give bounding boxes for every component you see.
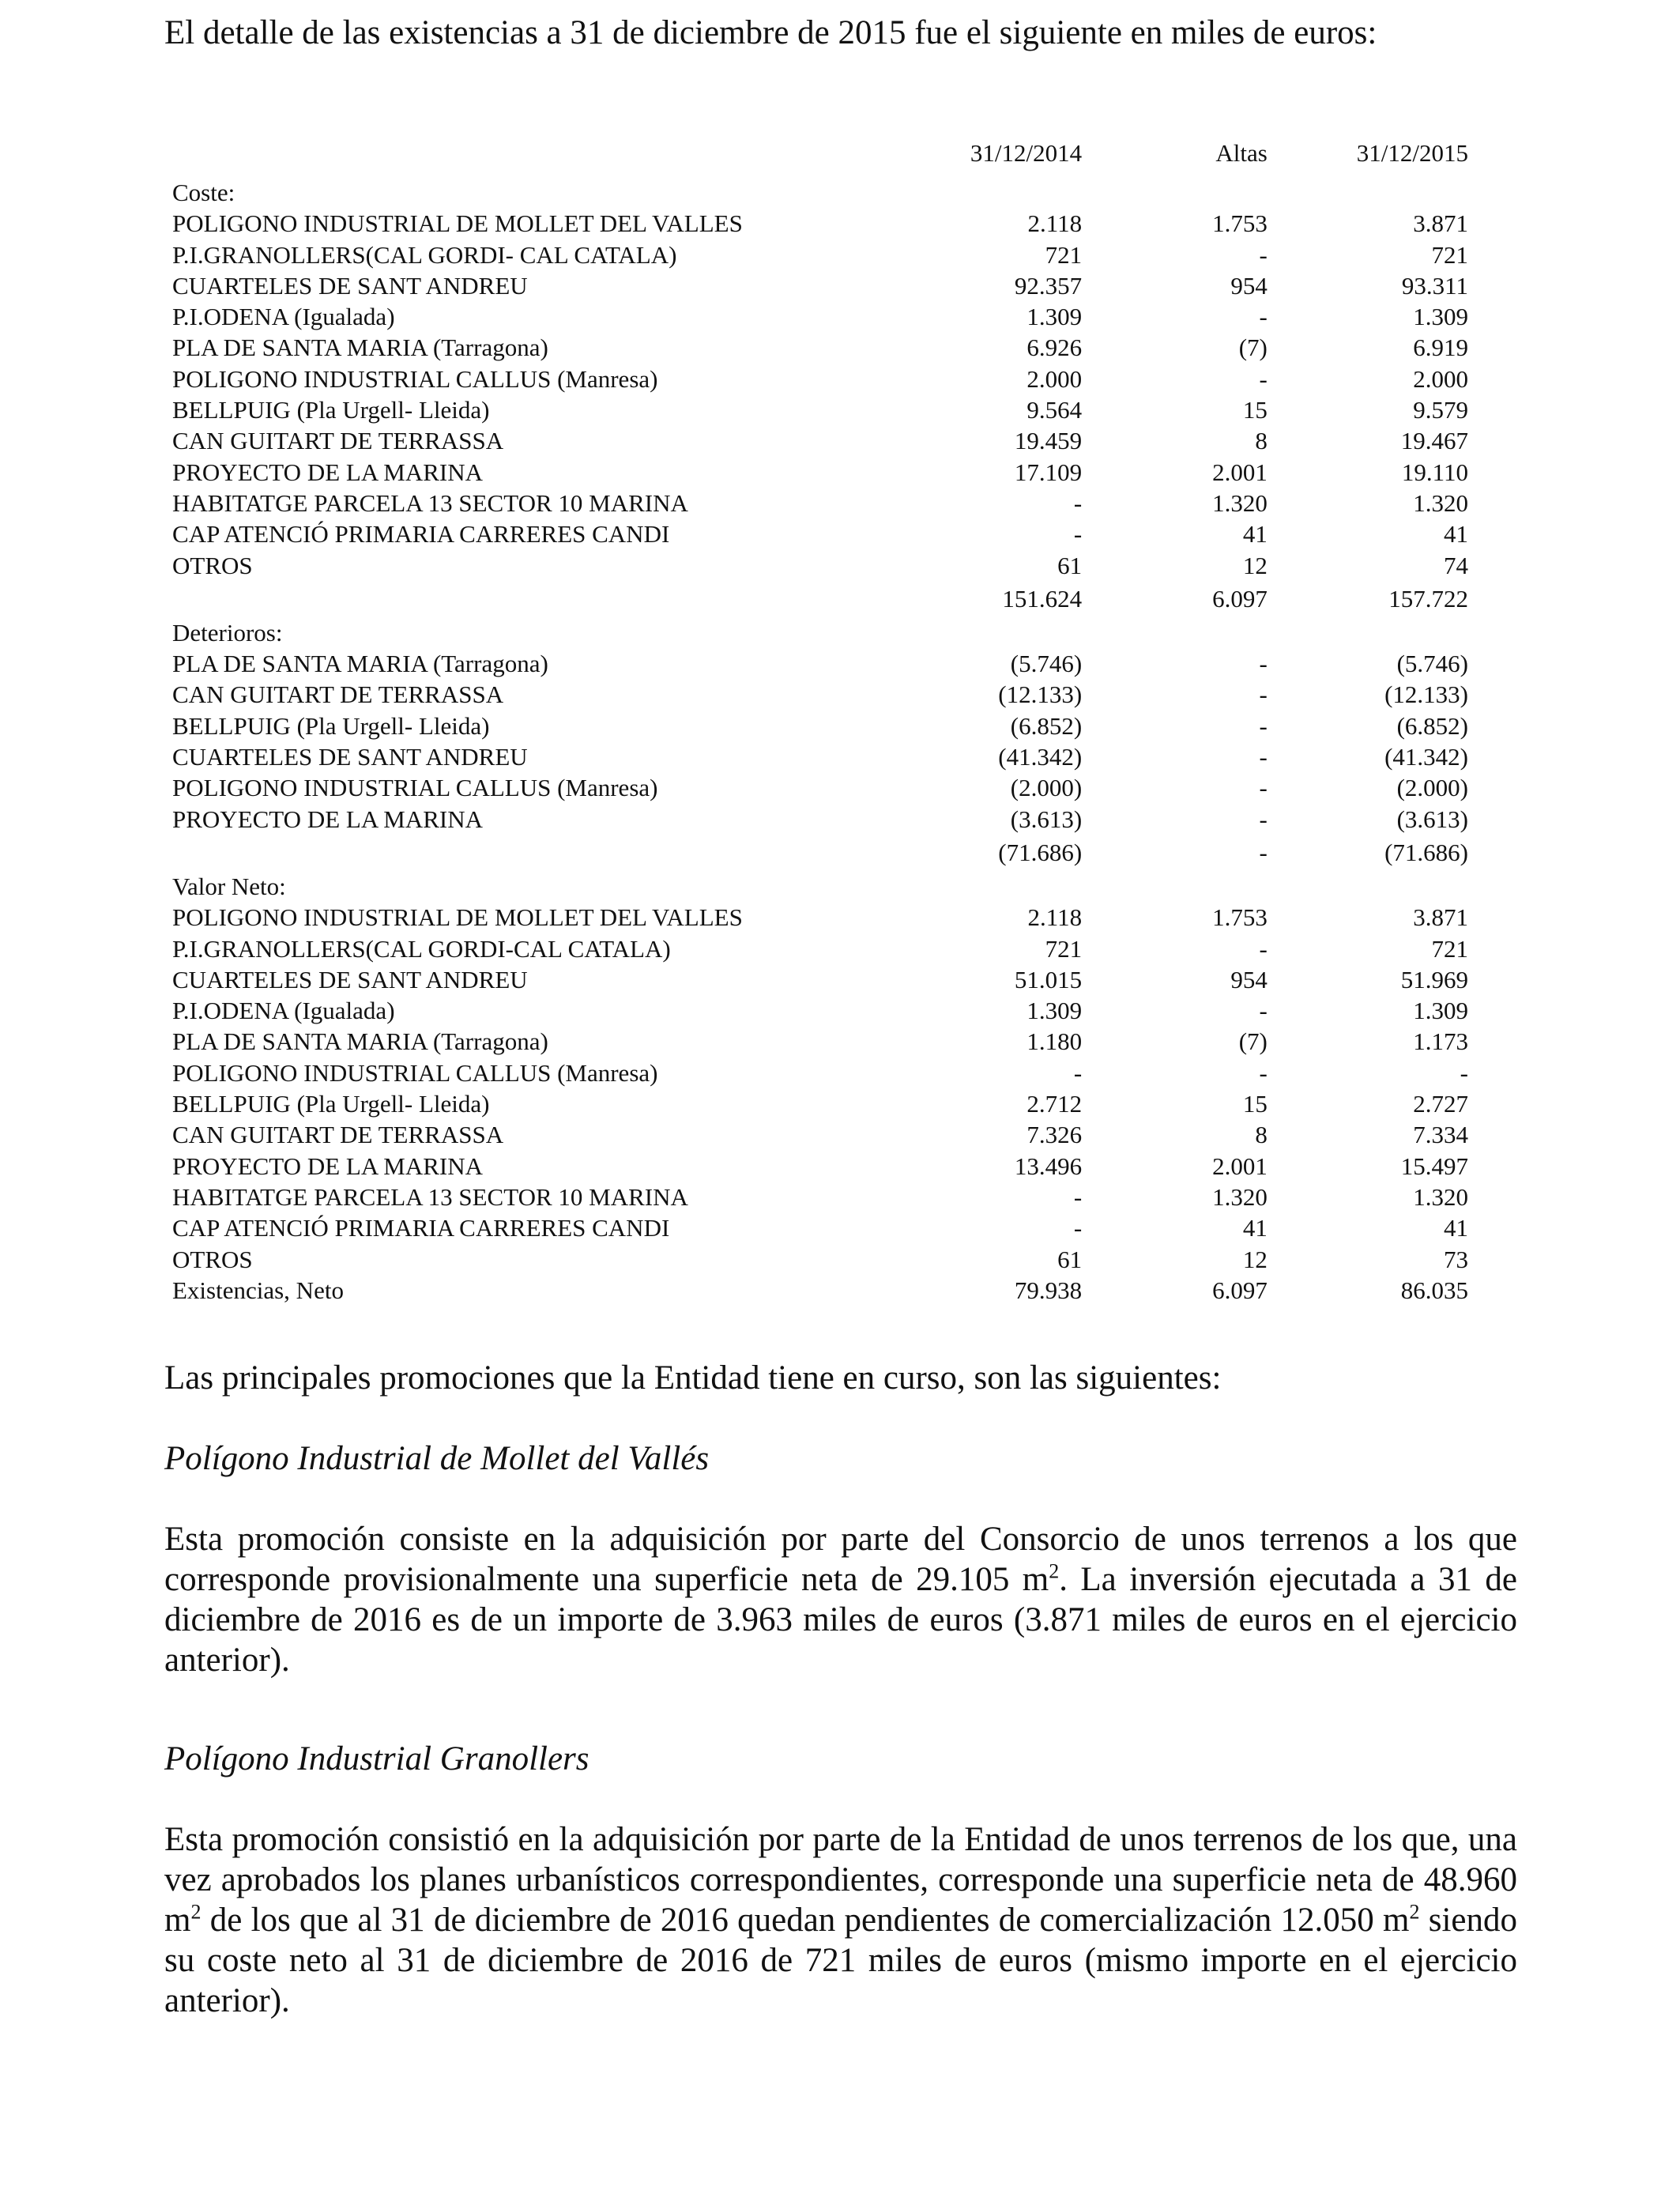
section-heading-mollet: Polígono Industrial de Mollet del Vallés [164, 1440, 710, 1477]
row-value: (41.342) [998, 743, 1083, 771]
row-value: (6.852) [1396, 711, 1468, 740]
section-heading-granollers: Polígono Industrial Granollers [164, 1740, 590, 1777]
row-value: (3.613) [1396, 805, 1468, 833]
row-value: 6.097 [1212, 584, 1268, 613]
row-value: 86.035 [1400, 1276, 1468, 1304]
table-row [172, 518, 1468, 549]
row-value: (7) [1238, 1027, 1268, 1056]
row-value: 93.311 [1401, 271, 1468, 300]
row-value: 73 [1444, 1245, 1468, 1273]
table-row [172, 964, 1468, 995]
row-value: 12 [1242, 1245, 1268, 1273]
row-label: CUARTELES DE SANT ANDREU [172, 743, 528, 771]
inventory-table [172, 130, 1468, 1306]
row-value: (5.746) [1010, 650, 1083, 678]
row-label: BELLPUIG (Pla Urgell- Lleida) [172, 711, 490, 740]
section-mollet [164, 1438, 1517, 1680]
row-label: P.I.ODENA (Igualada) [172, 997, 395, 1025]
row-label: PROYECTO DE LA MARINA [172, 805, 483, 833]
row-value: - [1073, 1058, 1083, 1087]
row-value: 1.309 [1026, 997, 1083, 1025]
row-value: - [1259, 240, 1268, 269]
row-value: 1.320 [1212, 1182, 1268, 1211]
row-value: - [1259, 934, 1268, 963]
row-value: (71.686) [1384, 838, 1468, 866]
table-row [172, 1244, 1468, 1275]
row-value: 2.712 [1026, 1090, 1083, 1118]
row-label: CUARTELES DE SANT ANDREU [172, 271, 528, 300]
row-label: POLIGONO INDUSTRIAL CALLUS (Manresa) [172, 774, 658, 802]
row-value: 74 [1444, 551, 1468, 579]
row-value: (7) [1238, 334, 1268, 362]
row-label: PROYECTO DE LA MARINA [172, 1152, 483, 1180]
row-value: 41 [1444, 520, 1468, 548]
row-value: (12.133) [998, 680, 1083, 709]
row-value: 17.109 [1014, 458, 1083, 486]
row-value: 6.097 [1212, 1276, 1268, 1304]
row-label: CUARTELES DE SANT ANDREU [172, 965, 528, 993]
row-label: CAN GUITART DE TERRASSA [172, 680, 504, 709]
empty-cell [1268, 617, 1468, 648]
row-value: - [1073, 1214, 1083, 1242]
table-total-row [172, 581, 1468, 617]
table-row [172, 270, 1468, 301]
table-row [172, 711, 1468, 741]
row-value: (2.000) [1010, 774, 1083, 802]
mollet-text-1: Esta promoción consiste en la adquisición por parte del Consorcio de unos terrenos a los que corresponde provisionalmente una superficie neta de 29.105 m [164, 1521, 1517, 1598]
row-value: 1.753 [1212, 903, 1268, 932]
row-value: - [1259, 711, 1268, 740]
row-value: - [1259, 1058, 1268, 1087]
row-value: - [1460, 1058, 1468, 1087]
section-title: Valor Neto: [172, 872, 286, 900]
row-value: 41 [1242, 1214, 1268, 1242]
table-row [172, 933, 1468, 964]
row-value: 79.938 [1014, 1276, 1083, 1304]
row-value: 61 [1057, 551, 1083, 579]
row-label: POLIGONO INDUSTRIAL CALLUS (Manresa) [172, 1058, 658, 1087]
row-label: OTROS [172, 551, 253, 579]
row-value: 19.467 [1400, 427, 1468, 455]
row-value: 13.496 [1014, 1152, 1083, 1180]
row-value: 2.000 [1026, 364, 1083, 393]
row-value: (6.852) [1010, 711, 1083, 740]
row-value: 2.727 [1413, 1090, 1468, 1118]
row-value: 7.326 [1026, 1121, 1083, 1149]
promotions-intro-block [164, 1358, 1517, 1398]
row-value: 8 [1255, 1121, 1268, 1149]
table-row [172, 208, 1468, 239]
row-label: BELLPUIG (Pla Urgell- Lleida) [172, 1090, 490, 1118]
row-value: 2.118 [1027, 903, 1083, 932]
row-value: 7.334 [1413, 1121, 1468, 1149]
row-value: 9.579 [1413, 396, 1468, 424]
table-row [172, 239, 1468, 270]
empty-cell [1082, 177, 1268, 208]
row-label: BELLPUIG (Pla Urgell- Lleida) [172, 396, 490, 424]
row-label: PLA DE SANTA MARIA (Tarragona) [172, 1027, 548, 1056]
row-label: CAN GUITART DE TERRASSA [172, 1121, 504, 1149]
section-title-row [172, 177, 1468, 208]
row-value: 721 [1045, 240, 1083, 269]
row-value: 51.969 [1400, 965, 1468, 993]
row-value: - [1259, 774, 1268, 802]
table-row [172, 1057, 1468, 1088]
row-value: 954 [1230, 271, 1268, 300]
table-header-row [172, 130, 1468, 177]
promotions-intro: Las principales promociones que la Entidad tiene en curso, son las siguientes: [164, 1359, 1222, 1397]
row-value: 31/12/2014 [970, 139, 1083, 167]
row-value: 1.309 [1026, 303, 1083, 331]
empty-cell [846, 177, 1082, 208]
row-label: P.I.GRANOLLERS(CAL GORDI-CAL CATALA) [172, 934, 671, 963]
row-value: (12.133) [1384, 680, 1468, 709]
table-row [172, 1182, 1468, 1212]
row-value: 3.871 [1413, 209, 1468, 238]
table-row [172, 995, 1468, 1026]
row-value: Altas [1215, 139, 1268, 167]
row-value: 954 [1230, 965, 1268, 993]
row-label [172, 835, 846, 871]
empty-cell [1082, 871, 1268, 902]
row-value: - [1073, 488, 1083, 517]
table-row [172, 301, 1468, 332]
row-value: (3.613) [1010, 805, 1083, 833]
row-value: 92.357 [1014, 271, 1083, 300]
table-row [172, 648, 1468, 679]
row-value: 2.001 [1212, 1152, 1268, 1180]
row-value: (5.746) [1396, 650, 1468, 678]
section-title: Deterioros: [172, 618, 283, 647]
row-value: 41 [1444, 1214, 1468, 1242]
section-body-mollet [164, 1519, 1517, 1680]
row-value: 8 [1255, 427, 1268, 455]
section-title-row [172, 617, 1468, 648]
row-label: HABITATGE PARCELA 13 SECTOR 10 MARINA [172, 1182, 688, 1211]
row-value: 6.919 [1413, 334, 1468, 362]
granollers-text-2: de los que al 31 de diciembre de 2016 quedan pendientes de comercialización 12.050 m [201, 1902, 1410, 1939]
row-value: 15 [1242, 396, 1268, 424]
row-label: HABITATGE PARCELA 13 SECTOR 10 MARINA [172, 488, 688, 517]
empty-cell [846, 871, 1082, 902]
row-label: OTROS [172, 1245, 253, 1273]
row-value: - [1259, 364, 1268, 393]
row-value: - [1073, 520, 1083, 548]
empty-cell [846, 617, 1082, 648]
row-value: 41 [1242, 520, 1268, 548]
granollers-sup-2: 2 [1409, 1900, 1420, 1924]
section-body-granollers [164, 1819, 1517, 2021]
granollers-text-3: siendo su coste neto al 31 de diciembre de 2016 de 721 miles de euros (mismo importe en el ejercicio anterior). [164, 1902, 1517, 2019]
row-label: Existencias, Neto [172, 1276, 344, 1304]
row-value: 2.118 [1027, 209, 1083, 238]
row-value: 721 [1431, 240, 1468, 269]
row-label: POLIGONO INDUSTRIAL DE MOLLET DEL VALLES [172, 903, 743, 932]
mollet-text-2: . La inversión ejecutada a 31 de diciembre de 2016 es de un importe de 3.963 miles de euros (3.871 miles de euros en el ejercicio anterior). [164, 1561, 1517, 1679]
row-label: PLA DE SANTA MARIA (Tarragona) [172, 650, 548, 678]
table-row [172, 772, 1468, 803]
row-value: 61 [1057, 1245, 1083, 1273]
row-value: (41.342) [1384, 743, 1468, 771]
row-value: - [1073, 1182, 1083, 1211]
inventory-table-container [172, 130, 1468, 1306]
section-granollers [164, 1739, 1517, 2021]
row-value: 12 [1242, 551, 1268, 579]
row-value: - [1259, 743, 1268, 771]
table-row [172, 741, 1468, 772]
table-row [172, 902, 1468, 933]
table-row [172, 679, 1468, 710]
table-row [172, 550, 1468, 581]
row-label: P.I.GRANOLLERS(CAL GORDI- CAL CATALA) [172, 240, 677, 269]
row-label: CAP ATENCIÓ PRIMARIA CARRERES CANDI [172, 520, 670, 548]
section-title-row [172, 871, 1468, 902]
row-value: 157.722 [1388, 584, 1468, 613]
granollers-sup-1: 2 [190, 1900, 202, 1924]
row-value: (71.686) [998, 838, 1083, 866]
row-value: 1.180 [1026, 1027, 1083, 1056]
row-label: POLIGONO INDUSTRIAL DE MOLLET DEL VALLES [172, 209, 743, 238]
row-value: - [1259, 303, 1268, 331]
row-label [172, 130, 846, 177]
table-row [172, 1088, 1468, 1119]
mollet-sup: 2 [1049, 1559, 1060, 1583]
table-row [172, 332, 1468, 363]
empty-cell [1082, 617, 1268, 648]
row-label: POLIGONO INDUSTRIAL CALLUS (Manresa) [172, 364, 658, 393]
row-value: 1.173 [1413, 1027, 1468, 1056]
row-value: 6.926 [1026, 334, 1083, 362]
row-value: 1.320 [1212, 488, 1268, 517]
row-value: 1.320 [1413, 1182, 1468, 1211]
row-value: 1.753 [1212, 209, 1268, 238]
row-value: - [1259, 805, 1268, 833]
table-row [172, 394, 1468, 425]
row-value: 1.320 [1413, 488, 1468, 517]
row-value: 19.459 [1014, 427, 1083, 455]
empty-cell [1268, 871, 1468, 902]
row-value: 31/12/2015 [1356, 139, 1468, 167]
row-label: PROYECTO DE LA MARINA [172, 458, 483, 486]
table-row [172, 1275, 1468, 1306]
row-value: 19.110 [1401, 458, 1468, 486]
table-row [172, 488, 1468, 518]
table-row [172, 1119, 1468, 1150]
table-row [172, 425, 1468, 456]
section-title: Coste: [172, 179, 235, 206]
row-value: - [1259, 650, 1268, 678]
row-label [172, 581, 846, 617]
row-label: CAP ATENCIÓ PRIMARIA CARRERES CANDI [172, 1214, 670, 1242]
row-value: 151.624 [1002, 584, 1083, 613]
row-value: (2.000) [1396, 774, 1468, 802]
row-value: 721 [1431, 934, 1468, 963]
row-label: CAN GUITART DE TERRASSA [172, 427, 504, 455]
table-row [172, 364, 1468, 394]
row-value: 2.001 [1212, 458, 1268, 486]
row-value: - [1259, 997, 1268, 1025]
row-value: - [1259, 680, 1268, 709]
row-value: 51.015 [1014, 965, 1083, 993]
row-value: 3.871 [1413, 903, 1468, 932]
table-row [172, 1212, 1468, 1243]
row-value: 2.000 [1413, 364, 1468, 393]
row-value: 1.309 [1413, 997, 1468, 1025]
row-value: 15 [1242, 1090, 1268, 1118]
row-value: 15.497 [1400, 1152, 1468, 1180]
row-label: P.I.ODENA (Igualada) [172, 303, 395, 331]
row-label: PLA DE SANTA MARIA (Tarragona) [172, 334, 548, 362]
granollers-text-1: Esta promoción consistió en la adquisición por parte de la Entidad de unos terrenos de los que, una vez aprobados los planes urbanísticos correspondientes, corresponde una superficie neta de 48.960 m [164, 1821, 1517, 1939]
empty-cell [1268, 177, 1468, 208]
table-total-row [172, 835, 1468, 871]
intro-text: El detalle de las existencias a 31 de diciembre de 2015 fue el siguiente en miles de euros: [164, 14, 1377, 51]
table-row [172, 804, 1468, 835]
row-value: 9.564 [1026, 396, 1083, 424]
table-row [172, 1026, 1468, 1057]
table-row [172, 1151, 1468, 1182]
row-value: 721 [1045, 934, 1083, 963]
row-value: 1.309 [1413, 303, 1468, 331]
row-value: - [1259, 838, 1268, 866]
table-row [172, 457, 1468, 488]
